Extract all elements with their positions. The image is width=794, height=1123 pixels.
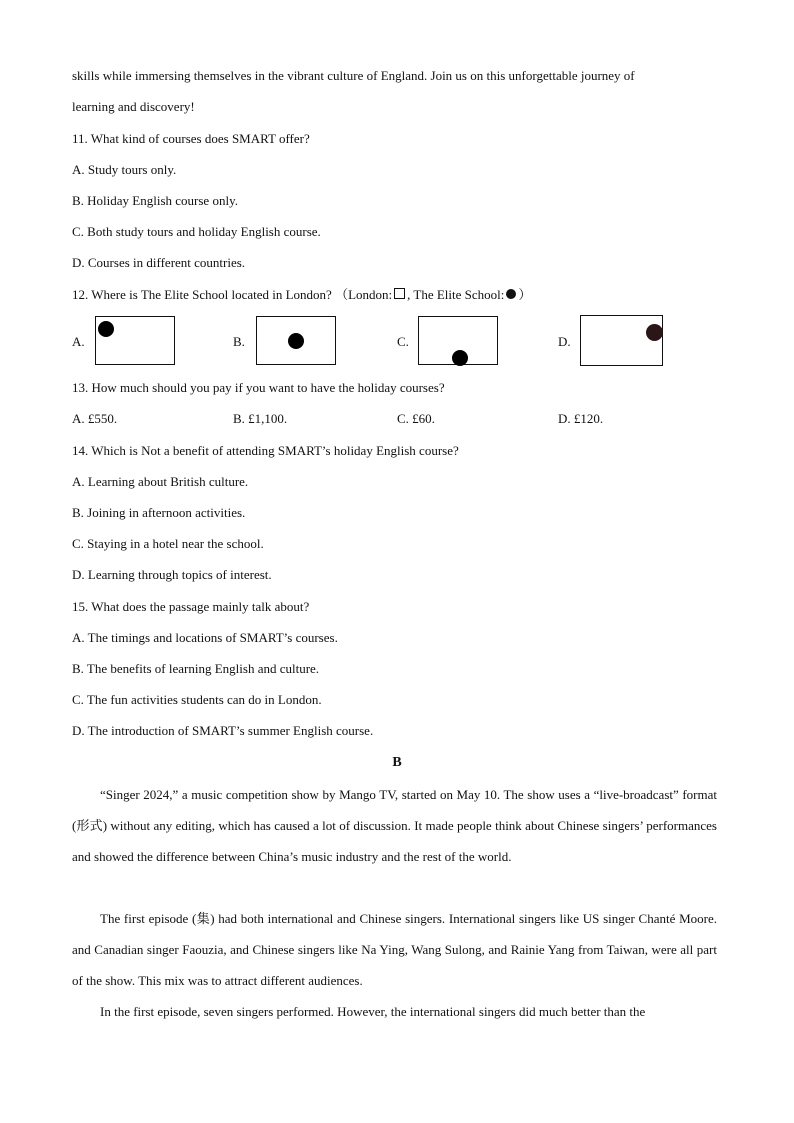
q13-option-b[interactable]: B. £1,100. [233,411,288,426]
q11-option-a[interactable]: A. Study tours only. [72,162,177,177]
school-dot-icon [288,333,304,349]
section-b-paragraph-2: The first episode (集) had both international and Chinese singers. International singers like US singer Chanté Moore. and Canadian singer Faouzia, and Chinese singers like Na Ying, Wang Sulong, and Rainie Yang from Taiwan, were all part of the show. This mix was to attract different audiences. [72,911,717,988]
intro-line-2: learning and discovery! [72,99,195,114]
q14-option-c[interactable]: C. Staying in a hotel near the school. [72,536,264,551]
q12-option-d-map[interactable] [580,315,663,366]
q13-option-d[interactable]: D. £120. [558,411,604,426]
q11-option-b[interactable]: B. Holiday English course only. [72,193,238,208]
q15-option-a[interactable]: A. The timings and locations of SMART’s courses. [72,630,338,645]
q12-option-d-label[interactable]: D. [558,334,571,349]
q11-option-d[interactable]: D. Courses in different countries. [72,255,246,270]
q14-option-d[interactable]: D. Learning through topics of interest. [72,567,272,582]
school-dot-icon [646,324,663,341]
q12-option-c-map[interactable] [418,316,498,365]
q14-option-b[interactable]: B. Joining in afternoon activities. [72,505,246,520]
q14-option-a[interactable]: A. Learning about British culture. [72,474,249,489]
q13-option-a[interactable]: A. £550. [72,411,118,426]
q15-question: 15. What does the passage mainly talk about? [72,599,310,614]
section-b-paragraph-3: In the first episode, seven singers performed. However, the international singers did much better than the [100,1004,646,1019]
q15-option-d[interactable]: D. The introduction of SMART’s summer English course. [72,723,374,738]
school-dot-icon [98,321,114,337]
q11-option-c[interactable]: C. Both study tours and holiday English course. [72,224,321,239]
q12-option-a-label[interactable]: A. [72,334,85,349]
q15-option-b[interactable]: B. The benefits of learning English and culture. [72,661,320,676]
london-square-icon [394,288,405,299]
q12-question [72,287,531,303]
school-dot-icon [452,350,468,366]
q12-option-a-map[interactable] [95,316,175,365]
section-b-heading: B [392,755,402,770]
section-b-paragraph-1: “Singer 2024,” a music competition show by Mango TV, started on May 10. The show uses a “live-broadcast” format (形式) without any editing, which has caused a lot of discussion. It made people think about Chinese singers’ performances and showed the difference between China’s music industry and the rest of the world. [72,787,717,864]
q15-option-c[interactable]: C. The fun activities students can do in London. [72,692,322,707]
q13-option-c[interactable]: C. £60. [397,411,435,426]
q12-question-end: ） [518,287,532,302]
q12-question-mid: , The Elite School: [407,287,505,302]
intro-line-1: skills while immersing themselves in the vibrant culture of England. Join us on this unforgettable journey of [72,68,635,83]
school-circle-icon [506,289,516,299]
q13-question: 13. How much should you pay if you want to have the holiday courses? [72,380,445,395]
q12-option-b-label[interactable]: B. [233,334,245,349]
q12-option-b-map[interactable] [256,316,336,365]
q12-question-start: 12. Where is The Elite School located in London? （London: [72,287,393,302]
q12-option-c-label[interactable]: C. [397,334,409,349]
q11-question: 11. What kind of courses does SMART offer? [72,131,310,146]
q14-question: 14. Which is Not a benefit of attending SMART’s holiday English course? [72,443,459,458]
